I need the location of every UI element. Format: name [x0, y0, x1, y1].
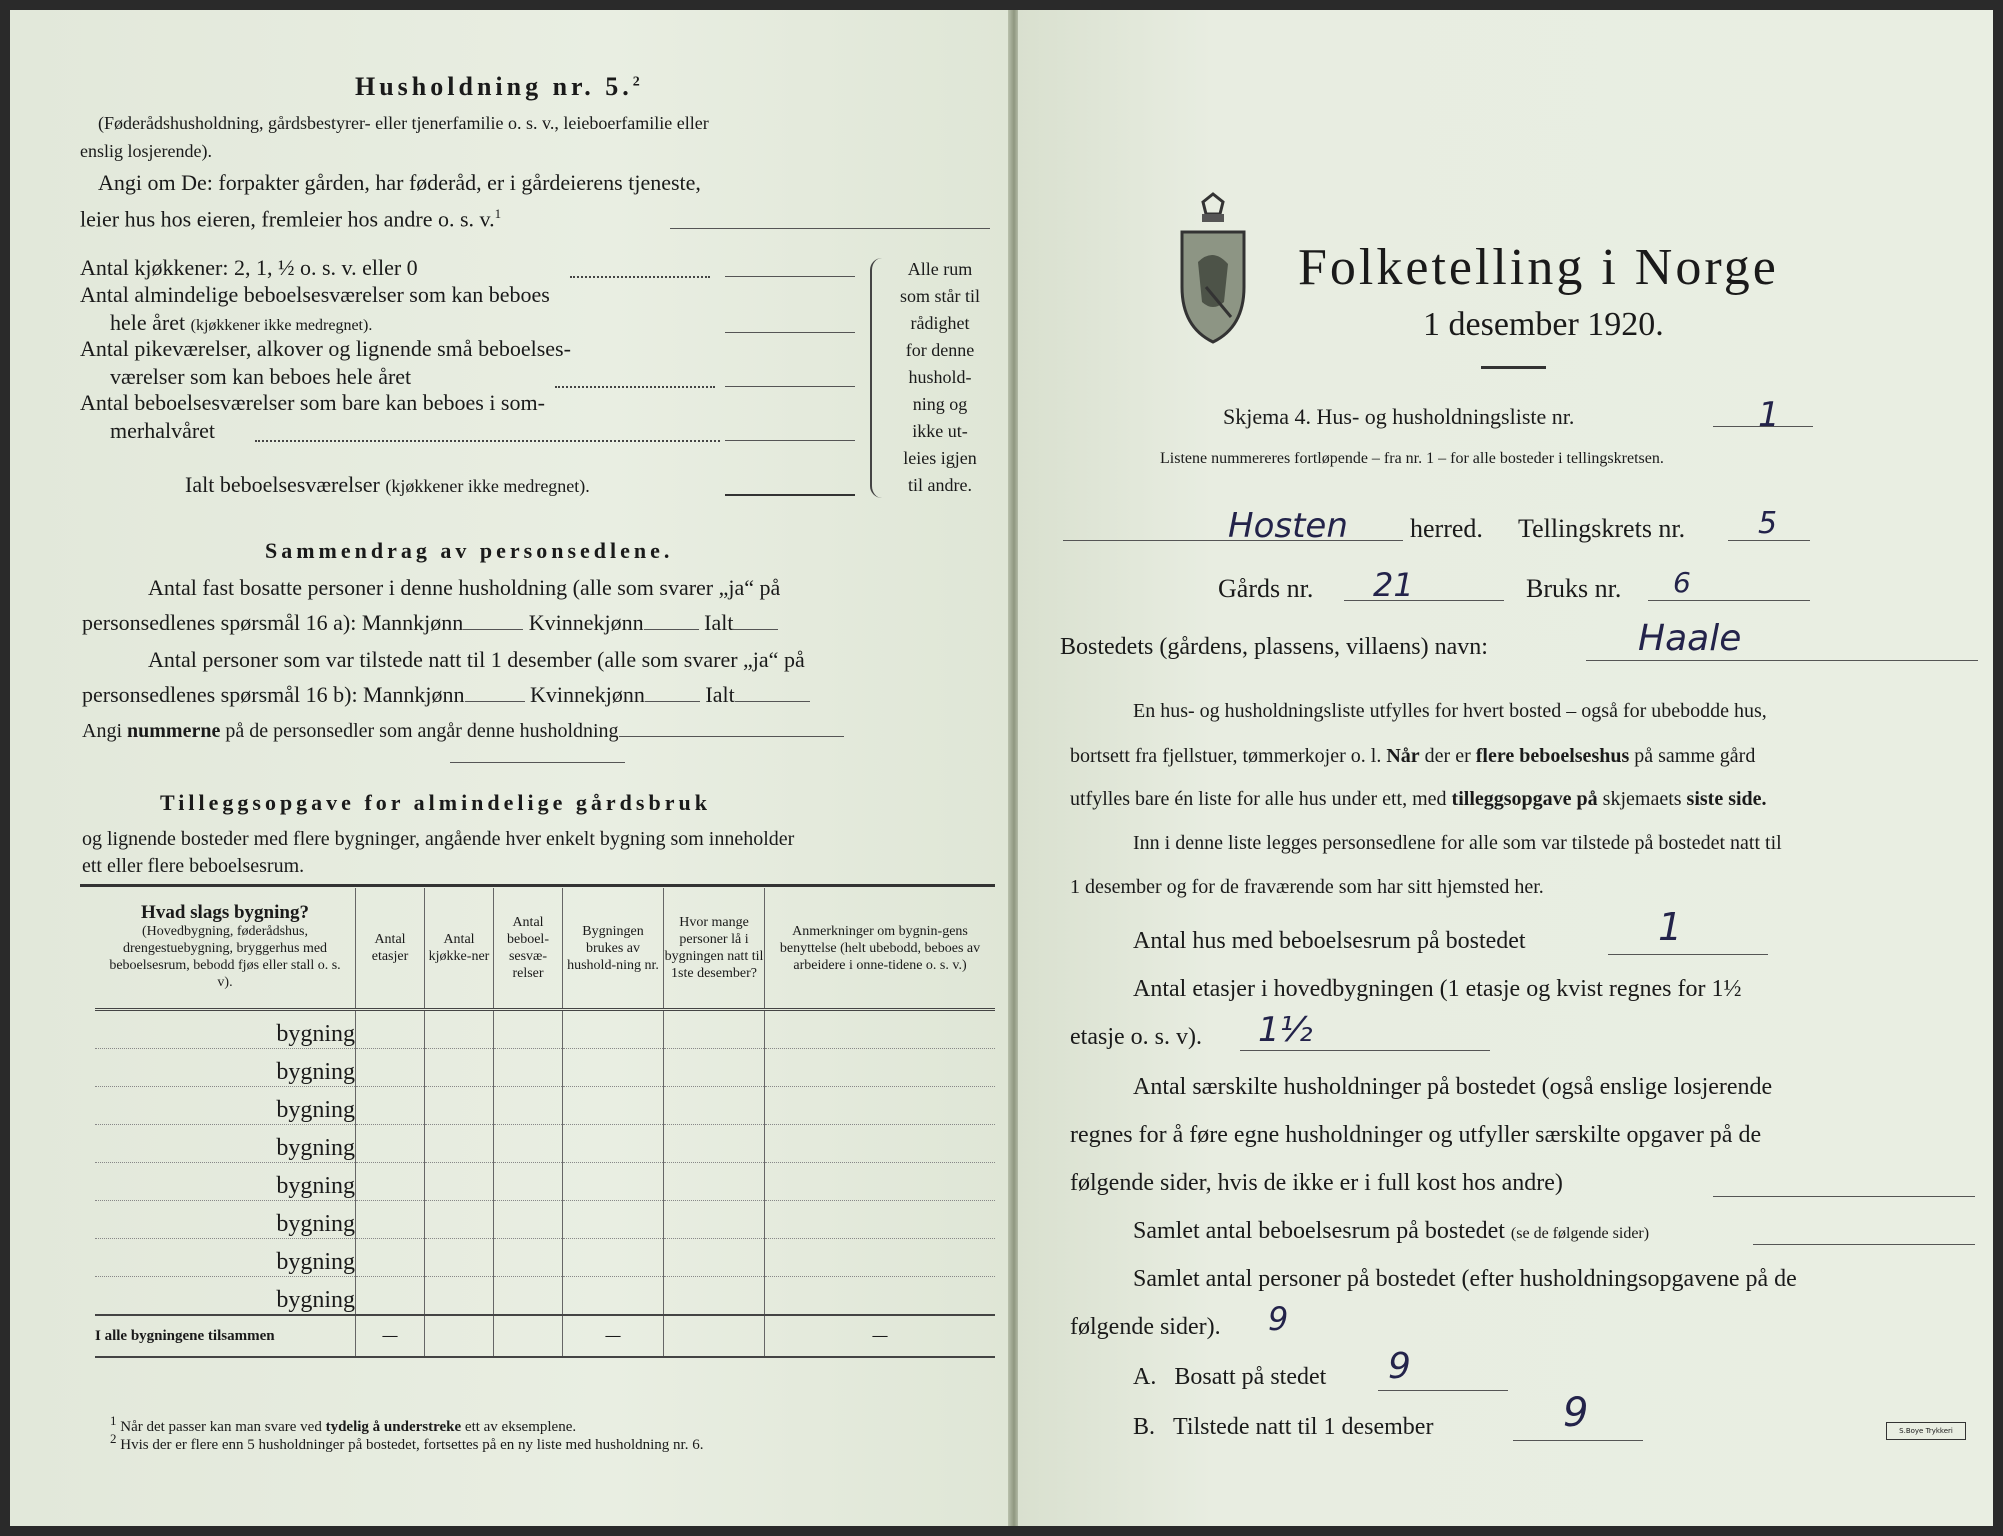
maid-rooms-2: værelser som kan beboes hele året [110, 364, 412, 389]
summer-rooms-dots [255, 440, 720, 442]
building-table [95, 888, 995, 1358]
row-label: bygning [95, 1125, 356, 1163]
footnote-1: $^1$ Når det passer kan man svare ved tydelig å understreke ett av eksemplene. [110, 1413, 577, 1435]
holding-no-label: Bruks nr. [1526, 574, 1622, 603]
present-value: 9 [1563, 1390, 1589, 1436]
total-rooms-line [725, 494, 855, 496]
floors-line-2: etasje o. s. v). [1070, 1024, 1202, 1050]
form-title: Folketelling i Norge [1298, 239, 1779, 296]
present-label: B. Tilstede natt til 1 desember [1133, 1414, 1434, 1440]
residence-name-label: Bostedets (gårdens, plassens, villaens) navn: [1060, 634, 1488, 660]
household-title: Husholdning nr. 5.$^2$ [355, 72, 644, 101]
summary-line-1: Antal fast bosatte personer i denne husholdning (alle som svarer „ja“ på [148, 575, 781, 600]
summer-rooms-line [725, 440, 855, 441]
houses-value: 1 [1658, 905, 1683, 949]
schema-line: Skjema 4. Hus- og husholdningsliste nr. [1223, 404, 1575, 429]
table-row [95, 1010, 995, 1049]
farm-no-value: 21 [1373, 566, 1414, 604]
residence-name-line [1586, 660, 1978, 661]
col-remarks: Anmerkninger om bygnin-gens benyttelse (helt ubebodd, beboes av arbeidere i onne-tidene o. s. v.) [765, 888, 996, 1010]
separator [450, 762, 625, 763]
residence-name-value: Haale [1638, 618, 1742, 659]
instructions-3: utfylles bare én liste for alle hus under ett, med tilleggsopgave på skjemaets siste side. [1070, 788, 1767, 810]
total-rooms-label: Samlet antal beboelsesrum på bostedet (se de følgende sider) [1133, 1218, 1650, 1244]
rooms-ordinary-line [725, 332, 855, 333]
instructions-4: Inn i denne liste legges personsedlene for alle som var tilstede på bostedet natt til [1133, 832, 1782, 854]
summary-title: Sammendrag av personsedlene. [265, 538, 674, 563]
summary-line-4: personsedlenes spørsmål 16 b): Mannkjønn Kvinnekjønn Ialt [82, 682, 810, 708]
summer-rooms-1: Antal beboelsesværelser som bare kan beboes i som- [80, 390, 545, 415]
instructions-1: En hus- og husholdningsliste utfylles for hvert bosted – også for ubebodde hus, [1133, 700, 1767, 722]
schema-value: 1 [1758, 395, 1780, 435]
herred-value: Hosten [1228, 506, 1348, 546]
table-row [95, 1049, 995, 1087]
total-dash: — [356, 1315, 425, 1357]
col-household: Bygningen brukes av hushold-ning nr. [563, 888, 664, 1010]
footnote-2: $^2$ Hvis der er flere enn 5 husholdninger på bostedet, fortsettes på en ny liste med husholdning nr. 6. [110, 1431, 704, 1453]
total-rooms-label: Ialt beboelsesværelser (kjøkkener ikke medregnet). [185, 472, 590, 497]
supplement-line-2: ett eller flere beboelsesrum. [82, 855, 305, 877]
resident-line [1378, 1390, 1508, 1391]
total-label: I alle bygningene tilsammen [95, 1315, 356, 1357]
floors-value: 1½ [1258, 1010, 1313, 1050]
instructions-5: 1 desember og for de fraværende som har sitt hjemsted her. [1070, 876, 1544, 898]
supplement-line-1: og lignende bosteder med flere bygninger, angående hver enkelt bygning som inneholder [82, 828, 795, 850]
rooms-ordinary-1: Antal almindelige beboelsesværelser som kan beboes [80, 282, 550, 307]
printer-stamp: S.Boye Trykkeri [1886, 1422, 1966, 1440]
right-page [1018, 10, 1993, 1526]
table-top-rule [80, 884, 995, 887]
floors-line-1: Antal etasjer i hovedbygningen (1 etasje og kvist regnes for 1½ [1133, 976, 1742, 1002]
rooms-ordinary-2: hele året (kjøkkener ikke medregnet). [110, 310, 373, 335]
households-line-1: Antal særskilte husholdninger på bostedet (også enslige losjerende [1133, 1074, 1773, 1100]
brace-note: Alle rum som står til rådighet for denne hushold- ning og ikke ut- leies igjen til andre. [900, 259, 980, 495]
row-label: bygning [95, 1087, 356, 1125]
coat-of-arms-icon [1176, 192, 1250, 350]
table-header-row [95, 888, 995, 1010]
angi-answer-line [670, 228, 990, 229]
maid-rooms-1: Antal pikeværelser, alkover og lignende små beboelses- [80, 336, 571, 361]
numbering-note: Listene nummereres fortløpende – fra nr. 1 – for alle bosteder i tellingskretsen. [1160, 450, 1664, 467]
district-label: Tellingskrets nr. [1518, 514, 1686, 543]
col-persons: Hvor mange personer lå i bygningen natt til 1ste desember? [664, 888, 765, 1010]
intro-line-2: enslig losjerende). [80, 141, 212, 161]
col-floors: Antal etasjer [356, 888, 425, 1010]
form-date: 1 desember 1920. [1423, 306, 1664, 343]
summary-line-3: Antal personer som var tilstede natt til 1 desember (alle som svarer „ja“ på [148, 647, 805, 672]
table-row [95, 1163, 995, 1201]
supplement-title: Tilleggsopgave for almindelige gårdsbruk [160, 790, 711, 815]
row-label: bygning [95, 1201, 356, 1239]
summer-rooms-2: merhalvåret [110, 418, 216, 443]
table-row [95, 1201, 995, 1239]
total-dash: — [765, 1315, 996, 1357]
table-row [95, 1125, 995, 1163]
maid-rooms-dots [555, 386, 715, 388]
row-label: bygning [95, 1010, 356, 1049]
kitchens-dots [570, 276, 710, 278]
maid-rooms-line [725, 386, 855, 387]
households-line-2: regnes for å føre egne husholdninger og utfyller særskilte opgaver på de [1070, 1122, 1762, 1148]
row-label: bygning [95, 1277, 356, 1316]
resident-value: 9 [1388, 1346, 1411, 1387]
floors-line [1240, 1050, 1490, 1051]
farm-no-label: Gårds nr. [1218, 574, 1314, 603]
total-persons-value: 9 [1268, 1300, 1289, 1338]
instructions-2: bortsett fra fjellstuer, tømmerkojer o. l. Når der er flere beboelseshus på samme gård [1070, 745, 1756, 767]
left-page [10, 10, 1010, 1526]
kitchens-label: Antal kjøkkener: 2, 1, ½ o. s. v. eller 0 [80, 255, 418, 280]
col-rooms: Antal beboel-sesvæ-relser [494, 888, 563, 1010]
total-persons-line-1: Samlet antal personer på bostedet (efter husholdningsopgavene på de [1133, 1266, 1797, 1292]
row-label: bygning [95, 1239, 356, 1277]
angi-line-2: leier hus hos eieren, fremleier hos andre o. s. v.$^1$ [80, 206, 502, 232]
households-line-3: følgende sider, hvis de ikke er i full kost hos andre) [1070, 1170, 1563, 1196]
intro-line: (Føderådshusholdning, gårdsbestyrer- eller tjenerfamilie o. s. v., leieboerfamilie eller [98, 113, 709, 133]
col-kitchens: Antal kjøkke-ner [425, 888, 494, 1010]
resident-label: A. Bosatt på stedet [1133, 1364, 1327, 1390]
district-value: 5 [1758, 506, 1778, 541]
table-row [95, 1239, 995, 1277]
col-building-type: Hvad slags bygning? (Hovedbygning, føderådshus, drengestuebygning, bryggerhus med beboelsesrum, bebodd fjøs eller stall o. s. v). [95, 888, 356, 1010]
total-rooms-line [1753, 1244, 1975, 1245]
houses-line [1608, 954, 1768, 955]
houses-label: Antal hus med beboelsesrum på bostedet [1133, 928, 1526, 954]
numbers-line: Angi nummerne på de personsedler som angår denne husholdning [82, 720, 844, 743]
households-line [1713, 1196, 1975, 1197]
total-dash: — [563, 1315, 664, 1357]
present-line [1513, 1440, 1643, 1441]
total-persons-line-2: følgende sider). [1070, 1314, 1221, 1340]
farm-no-line [1344, 600, 1504, 601]
holding-no-line [1648, 600, 1810, 601]
row-label: bygning [95, 1163, 356, 1201]
kitchens-answer-line [725, 276, 855, 277]
row-label: bygning [95, 1049, 356, 1087]
title-underline [1481, 366, 1546, 369]
table-total-row [95, 1315, 995, 1357]
herred-label: herred. [1410, 514, 1483, 543]
summary-line-2: personsedlenes spørsmål 16 a): Mannkjønn Kvinnekjønn Ialt [82, 610, 778, 636]
table-row [95, 1087, 995, 1125]
table-row [95, 1277, 995, 1316]
angi-line-1: Angi om De: forpakter gården, har føderåd, er i gårdeierens tjeneste, [98, 170, 701, 195]
holding-no-value: 6 [1673, 566, 1691, 599]
